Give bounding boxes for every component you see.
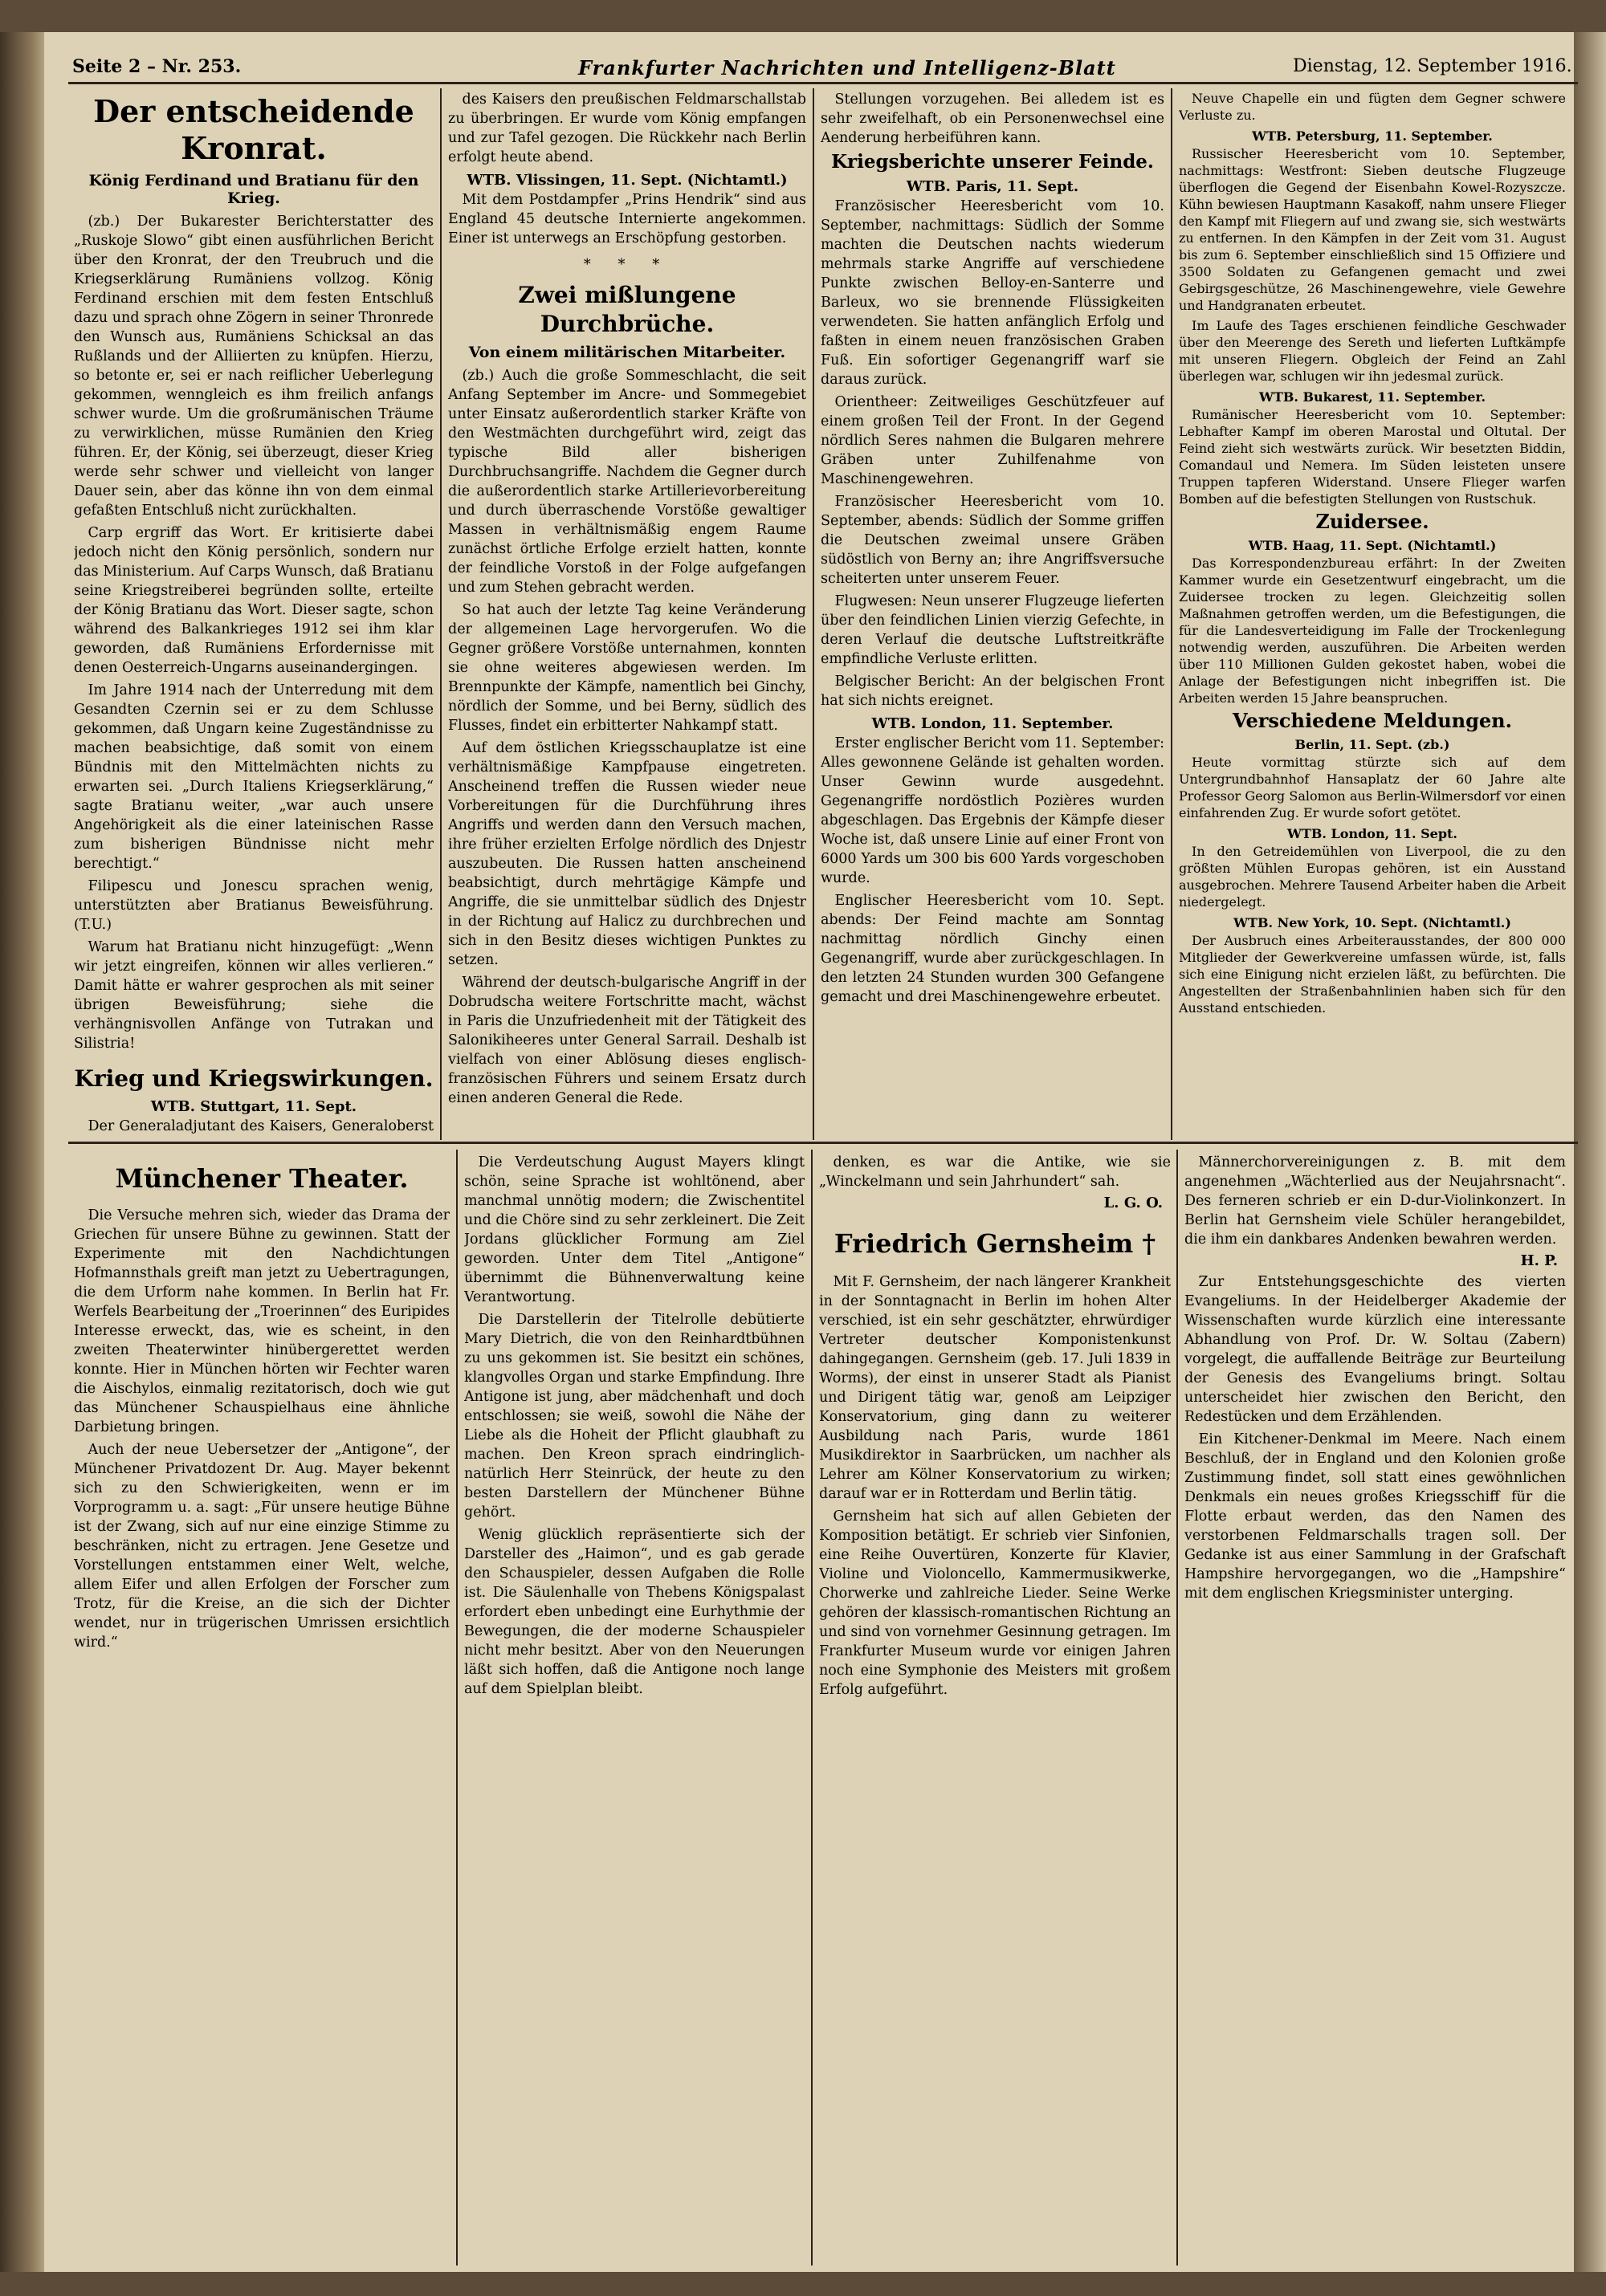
- feuilleton-column-3: [819, 1153, 1171, 2261]
- article-paragraph: Filipescu und Jonescu sprachen wenig, unterstützten aber Bratianus Beweisführung. (T.U.): [74, 878, 434, 933]
- article-paragraph: Warum hat Bratianu nicht hinzugefügt: „Wenn wir jetzt eingreifen, können wir alles verlieren.“ Damit hätte er wahrer gesprochen als mit seiner übrigen Beweisführung; siehe die verhängnisvollen Anfänge von Tutrakan und Silistria!: [74, 939, 434, 1052]
- dateline: WTB. New York, 10. Sept. (Nichtamtl.): [1233, 915, 1511, 930]
- article-headline: Münchener Theater.: [115, 1163, 409, 1194]
- article-paragraph: Mit F. Gernsheim, der nach längerer Krankheit in der Sonntagnacht in Berlin im hohen Alter verschied, ist ein sehr geschätzter, ehrwürdiger Vertreter deutscher Komponistenkunst dahingegangen. Gernsheim (geb. 17. Juli 1839 in Worms), der einst in unserer Stadt als Pianist und Dirigent tätig war, genoß am Leipziger Konservatorium, ging dann zu weiterer Ausbildung nach Paris, wurde 1861 Musikdirektor in Saarbrücken, um nachher als Lehrer am Kölner Konservatorium zu wirken; darauf war er in Rotterdam und Berlin tätig.: [819, 1274, 1171, 1502]
- column-rule: [1171, 88, 1172, 1140]
- article-paragraph: Im Laufe des Tages erschienen feindliche Geschwader über den Meerenge des Sereth und lieferten Luftkämpfe mit unseren Fliegern. Obgleich der Feind an Zahl überlegen war, schlugen wir ihn jedesmal zurück.: [1179, 318, 1566, 384]
- article-headline: Krieg und Kriegswirkungen.: [74, 1065, 434, 1092]
- article-headline: Zwei mißlungene Durchbrüche.: [518, 282, 736, 337]
- article-paragraph: Wenig glücklich repräsentierte sich der Darsteller des „Haimon“, und es gab gerade den Schauspieler, dessen Aufgaben die Rolle ist. Die Säulenhalle von Thebens Königspalast erfordert eben unbedingt eine Eurhythmie der Bewegungen, die der moderne Schauspieler nicht mehr besitzt. Aber von den Neuerungen läßt sich hoffen, daß die Antigone noch lange auf dem Spielplan bleibt.: [464, 1527, 805, 1697]
- article-subhead: Von einem militärischen Mitarbeiter.: [468, 344, 786, 361]
- dateline: WTB. Petersburg, 11. September.: [1252, 128, 1493, 144]
- article-headline: Verschiedene Meldungen.: [1233, 709, 1512, 732]
- article-paragraph: Belgischer Bericht: An der belgischen Front hat sich nichts ereignet.: [821, 674, 1164, 709]
- feuilleton-column-1: [74, 1153, 450, 2261]
- article-headline: Der entscheidende Kronrat.: [93, 93, 414, 166]
- column-rule: [456, 1150, 458, 2265]
- article-paragraph: denken, es war die Antike, wie sie „Winckelmann und sein Jahrhundert“ sah.: [819, 1154, 1171, 1190]
- article-paragraph: In den Getreidemühlen von Liverpool, die zu den größten Mühlen Europas gehören, ist ein Ausstand ausgebrochen. Mehrere Tausend Arbeiter haben die Arbeit niedergelegt.: [1179, 844, 1566, 910]
- article-paragraph: Die Versuche mehren sich, wieder das Drama der Griechen für unsere Bühne zu gewinnen. Statt der Experimente mit den Nachdichtungen Hofmannsthals greift man jetzt zu Uebertragungen, die dem Urform nahe kommen. In Berlin hat Fr. Werfels Bearbeitung der „Troerinnen“ des Euripides Interesse erweckt, das, wie es scheint, in den zweiten Theaterwinter hinübergerettet werden konnte. Hier in München hörten wir Fechter waren die Aischylos, einmalig rezitatorisch, doch wie gut das Münchener Schauspielhaus eine ähnliche Darbietung bringen.: [74, 1207, 450, 1435]
- article-headline: Zuidersee.: [1315, 510, 1429, 533]
- dateline: WTB. Paris, 11. Sept.: [906, 178, 1079, 195]
- article-paragraph: Im Jahre 1914 nach der Unterredung mit dem Gesandten Czernin sei er zu dem Schlusse gekommen, daß Ungarn keine Zugeständnisse zu machen beabsichtige, daß somit von einem Bündnis mit den Mittelmächten nichts zu erwarten sei. „Durch Italiens Kriegserklärung,“ sagte Bratianu weiter, „war auch unsere Angehörigkeit als die einer lateinischen Rasse zum bisherigen Bündnisse nicht mehr berechtigt.“: [74, 682, 434, 872]
- article-paragraph: Der Generaladjutant des Kaisers, Generaloberst: [88, 1118, 434, 1134]
- section-rule: [68, 1142, 1578, 1144]
- dateline: WTB. Vlissingen, 11. Sept. (Nichtamtl.): [467, 172, 788, 189]
- article-paragraph: (zb.) Der Bukarester Berichterstatter des „Ruskoje Slowo“ gibt einen ausführlichen Bericht über den Kronrat, der den Treubruch und die Kriegserklärung Rumäniens vollzog. König Ferdinand erschien mit dem festen Entschluß dazu und sprach ohne Zögern in seiner Thronrede den Wunsch aus, Rumäniens Schicksal an das Rußlands und der Alliierten zu knüpfen. Hierzu, so betonte er, sei er nach reiflicher Ueberlegung gekommen, wenngleich es ihm freilich anfangs schwer wurde. Um die großrumänischen Träume zu verwirklichen, müsse Rumänien den Krieg führen. Er, der König, sei überzeugt, dieser Krieg werde sehr schwer und vielleicht von langer Dauer sein, aber das könne ihn von dem einmal gefaßten Entschluß nicht zurückhalten.: [74, 214, 434, 519]
- article-paragraph: Französischer Heeresbericht vom 10. September, nachmittags: Südlich der Somme machten die Deutschen nachts wiederum mehrmals starke Angriffe auf verschiedene Punkte zwischen Belloy-en-Santerre und Barleux, wo sie brennende Flüssigkeiten verwendeten. Sie hatten anfänglich Erfolg und faßten in einem neuen französischen Graben Fuß. Ein sofortiger Gegenangriff warf sie daraus zurück.: [821, 198, 1164, 388]
- article-paragraph: Orientheer: Zeitweiliges Geschützfeuer auf einem großen Teil der Front. In der Gegend nördlich Seres nahmen die Bulgaren mehrere Gräben unter Zuhilfenahme von Maschinengewehren.: [821, 394, 1164, 487]
- article-paragraph: Neuve Chapelle ein und fügten dem Gegner schwere Verluste zu.: [1179, 91, 1566, 123]
- article-paragraph: Heute vormittag stürzte sich auf dem Untergrundbahnhof Hansaplatz der 60 Jahre alte Professor Georg Salomon aus Berlin-Wilmersdorf vor einen einfahrenden Zug. Er wurde sofort getötet.: [1179, 755, 1566, 820]
- masthead-rule: [68, 82, 1578, 84]
- feuilleton-column-2: [464, 1153, 805, 2261]
- column-rule: [811, 1150, 813, 2265]
- article-paragraph: Männerchorvereinigungen z. B. mit dem angenehmen „Wächterlied aus der Neujahrsnacht“. Des ferneren schrieb er ein D-dur-Violinkonzert. In Berlin hat Gernsheim viele Schüler herangebildet, die ihm ein dankbares Andenken bewahren werden.: [1184, 1154, 1566, 1248]
- author-signature: L. G. O.: [1103, 1195, 1163, 1211]
- article-paragraph: Rumänischer Heeresbericht vom 10. September: Lebhafter Kampf im oberen Marostal und Oltutal. Der Feind zieht sich westwärts zurück. Wir besetzten Biddin, Comandaul und Nemera. Im Süden leisteten unsere Truppen tapferen Widerstand. Unsere Flieger warfen Bomben auf die befestigten Stellungen von Rustschuk.: [1179, 407, 1566, 507]
- article-headline: Friedrich Gernsheim †: [834, 1228, 1156, 1259]
- article-paragraph: (zb.) Auch die große Sommeschlacht, die seit Anfang September im Ancre- und Sommegebiet unter Einsatz außerordentlich starker Kräfte von den Westmächten durchgeführt wird, zeigt das typische Bild aller bisherigen Durchbruchsangriffe. Nachdem die Gegner durch die außerordentlich starke Artillerievorbereitung und durch überraschende Vorstöße gewaltiger Massen in verhältnismäßig engem Raume zunächst örtliche Erfolge erzielt hatten, konnte der feindliche Vorstoß in der Folge aufgefangen und zum Stehen gebracht werden.: [448, 368, 806, 596]
- dateline: Berlin, 11. Sept. (zb.): [1294, 737, 1450, 752]
- dateline: WTB. Stuttgart, 11. Sept.: [150, 1098, 357, 1115]
- column-2: [448, 90, 806, 1138]
- issue-date: Dienstag, 12. September 1916.: [1293, 56, 1572, 76]
- article-paragraph: Auf dem östlichen Kriegsschauplatze ist eine verhältnismäßige Kampfpause eingetreten. Anscheinend treffen die Russen wieder neue Vorbereitungen für die Durchführung ihres Angriffs und werden dann den Versuch machen, ihre früher erzielten Erfolge nördlich des Dnjestr auszubeuten. Die Russen hatten anscheinend beabsichtigt, durch mehrtägige Kämpfe und Angriffe, die sie unmittelbar südlich des Dnjestr in der Richtung auf Halicz zu durchbrechen und sich in den Besitz dieses wichtigen Punktes zu setzen.: [448, 740, 806, 968]
- article-paragraph: Englischer Heeresbericht vom 10. Sept. abends: Der Feind machte am Sonntag nachmittag nördlich Ginchy einen Gegenangriff, wurde aber zurückgeschlagen. In den letzten 24 Stunden wurden 300 Gefangene gemacht und drei Maschinengewehre erbeutet.: [821, 893, 1164, 1005]
- next-page-edge: [1574, 32, 1606, 2272]
- article-paragraph: des Kaisers den preußischen Feldmarschallstab zu überbringen. Er wurde vom König empfangen und zur Tafel gezogen. Die Rückkehr nach Berlin erfolgt heute abend.: [448, 92, 806, 165]
- article-headline: Kriegsberichte unserer Feinde.: [831, 151, 1154, 173]
- article-paragraph: Auch der neue Uebersetzer der „Antigone“, der Münchener Privatdozent Dr. Aug. Mayer bekennt sich zu den Schwierigkeiten, wenn er im Vorprogramm u. a. sagt: „Für unsere heutige Bühne ist der Zwang, sich auf nur eine einzige Stimme zu beschränken, nicht zu ertragen. Jene Gesetze und Vorstellungen entstammen einer Welt, welche, allem Eifer und allen Erfolgen der Forscher zum Trotz, für die Kreise, an die sich der Dichter wendet, nur in trügerischen Umrissen ersichtlich wird.“: [74, 1442, 450, 1651]
- dateline: WTB. Bukarest, 11. September.: [1258, 389, 1486, 405]
- author-signature: H. P.: [1520, 1252, 1558, 1269]
- column-1: [74, 90, 434, 1138]
- article-paragraph: Während der deutsch-bulgarische Angriff in der Dobrudscha weitere Fortschritte macht, wächst in Paris die Unzufriedenheit mit der Tätigkeit des Salonikiheeres unter General Sarrail. Deshalb ist vielfach von einer Ablösung dieses englisch-französischen Führers und seinem Ersatz durch einen anderen General die Rede.: [448, 975, 806, 1106]
- article-paragraph: Der Ausbruch eines Arbeiterausstandes, der 800 000 Mitglieder der Gewerkvereine umfassen würde, ist, falls sich eine Einigung nicht erzielen läßt, zu befürchten. Die Angestellten der Straßenbahnlinien haben sich für den Ausstand entschieden.: [1179, 933, 1566, 1016]
- article-paragraph: Mit dem Postdampfer „Prins Hendrik“ sind aus England 45 deutsche Internierte angekommen. Einer ist unterwegs an Erschöpfung gestorben.: [448, 192, 806, 246]
- article-paragraph: Zur Entstehungsgeschichte des vierten Evangeliums. In der Heidelberger Akademie der Wissenschaften wurde kürzlich eine interessante Abhandlung von Prof. Dr. W. Soltau (Zabern) vorgelegt, die auffallende Beiträge zur Beurteilung der Genesis des Evangeliums bringt. Soltau unterscheidet hier zwischen den Bericht, den Redestücken und dem Erzählenden.: [1184, 1274, 1566, 1425]
- column-4: [1179, 90, 1566, 1138]
- dateline: WTB. London, 11. Sept.: [1286, 826, 1457, 841]
- newspaper-title: Frankfurter Nachrichten und Intelligenz-Blatt: [578, 56, 1116, 79]
- article-paragraph: Erster englischer Bericht vom 11. September: Alles gewonnene Gelände ist gehalten worden. Unser Gewinn wurde ausgedehnt. Gegenangriffe nordöstlich Pozières wurden abgeschlagen. Das Ergebnis der Kämpfe dieser Woche ist, daß unsere Linie auf einer Front von 6000 Yards um 300 bis 600 Yards vorgeschoben wurde.: [821, 735, 1164, 886]
- article-paragraph: Das Korrespondenzbureau erfährt: In der Zweiten Kammer wurde ein Gesetzentwurf eingebracht, um die Zuidersee trocken zu legen. Gleichzeitig sollen Maßnahmen getroffen werden, um die Befestigungen, die für die Landesverteidigung im Falle der Trockenlegung notwendig werden, auszuführen. Die Arbeiten werden über 110 Millionen Gulden gekostet haben, wobei die Anlage der Befestigungen nicht inbegriffen ist. Die Arbeiten werden 15 Jahre beanspruchen.: [1179, 556, 1566, 706]
- article-subhead: König Ferdinand und Bratianu für den Krieg.: [88, 172, 419, 207]
- article-paragraph: Carp ergriff das Wort. Er kritisierte dabei jedoch nicht den König persönlich, sondern nur das Ministerium. Auf Carps Wunsch, daß Bratianu seine Kriegstreiberei begründen sollte, erteilte der König Bratianu das Wort. Dieser sagte, schon während des Balkankrieges 1912 sei ihm klar geworden, daß Rumäniens Erfordernisse mit denen Oesterreich-Ungarns auseinandergingen.: [74, 525, 434, 676]
- dateline: WTB. London, 11. September.: [871, 715, 1114, 732]
- article-paragraph: Stellungen vorzugehen. Bei alledem ist es sehr zweifelhaft, ob ein Personenwechsel eine Aenderung herbeiführen kann.: [821, 92, 1164, 146]
- column-rule: [1176, 1150, 1178, 2265]
- article-paragraph: Flugwesen: Neun unserer Flugzeuge lieferten über den feindlichen Linien vierzig Gefechte, in deren Verlauf die deutsche Luftstreitkräfte empfindliche Verluste erlitten.: [821, 593, 1164, 667]
- article-paragraph: So hat auch der letzte Tag keine Veränderung der allgemeinen Lage hervorgerufen. Wo die Gegner größere Vorstöße unternahmen, konnten sie ohne weiteres abgewiesen werden. Im Brennpunkte der Kämpfe, namentlich bei Ginchy, nördlich der Somme, und bei Berny, südlich des Flusses, findet ein erbitterter Nahkampf statt.: [448, 602, 806, 734]
- section-divider: * * *: [583, 256, 671, 273]
- article-paragraph: Gernsheim hat sich auf allen Gebieten der Komposition betätigt. Er schrieb vier Sinfonien, eine Reihe Ouvertüren, Konzerte für Klavier, Violine und Violoncello, Kammermusikwerke, Chorwerke und zahlreiche Lieder. Seine Werke gehören der klassisch-romantischen Richtung an und sind von vornehmer Gesinnung getragen. Im Frankfurter Museum wurde vor einigen Jahren noch eine Symphonie des Meisters mit großem Erfolg aufgeführt.: [819, 1508, 1171, 1698]
- article-paragraph: Die Darstellerin der Titelrolle debütierte Mary Dietrich, die von den Reinhardtbühnen zu uns gekommen ist. Sie besitzt ein schönes, klangvolles Organ und starke Empfindung. Ihre Antigone ist jung, aber mädchenhaft und doch entschlossen; sie weiß, sowohl die Nähe der Liebe als die Hoheit der Pflicht glaubhaft zu machen. Den Kreon sprach eindringlich-natürlich Herr Steinrück, der heute zu den besten Darstellern der Münchener Bühne gehört.: [464, 1312, 805, 1520]
- article-paragraph: Russischer Heeresbericht vom 10. September, nachmittags: Westfront: Sieben deutsche Flugzeuge überflogen die Gegend der Eisenbahn Kowel-Rozyszcze. Kühn bewiesen Hauptmann Kasakoff, nahm unsere Flieger den Kampf mit Fliegern auf und zwang sie, sich westwärts zu entfernen. In den Kämpfen in der Zeit vom 31. August bis zum 6. September einschließlich sind 15 Offiziere und 3500 Soldaten zu Gefangenen gemacht und zwei Gebirgsgeschütze, 26 Maschinengewehre, viele Gewehre und Handgranaten erbeutet.: [1179, 146, 1566, 313]
- article-paragraph: Die Verdeutschung August Mayers klingt schön, seine Sprache ist wohltönend, aber manchmal unnötig modern; die Zwischentitel und die Chöre sind zu sehr zerkleinert. Die Zeit Jordans glücklicher Formung am Ziel geworden. Unter dem Titel „Antigone“ übernimmt die Bühnenverwaltung keine Verantwortung.: [464, 1154, 805, 1305]
- page-number: Seite 2 – Nr. 253.: [72, 56, 242, 77]
- column-rule: [440, 88, 442, 1140]
- column-3: [821, 90, 1164, 1138]
- feuilleton-column-4: [1184, 1153, 1566, 2261]
- article-paragraph: Ein Kitchener-Denkmal im Meere. Nach einem Beschluß, der in England und den Kolonien große Zustimmung findet, soll statt eines gewöhnlichen Denkmals ein neues großes Kriegsschiff für die Flotte erbaut werden, das den Namen des verstorbenen Feldmarschalls tragen soll. Der Gedanke ist aus einer Sammlung in der Grafschaft Hampshire hervorgegangen, wo die „Hampshire“ mit dem englischen Kriegsminister unterging.: [1184, 1431, 1566, 1602]
- article-paragraph: Französischer Heeresbericht vom 10. September, abends: Südlich der Somme griffen die Deutschen zweimal unsere Gräben südöstlich von Berny an; ihre Angriffsversuche scheiterten unter unserem Feuer.: [821, 494, 1164, 587]
- column-rule: [813, 88, 814, 1140]
- book-spine: [0, 32, 44, 2272]
- dateline: WTB. Haag, 11. Sept. (Nichtamtl.): [1248, 538, 1497, 553]
